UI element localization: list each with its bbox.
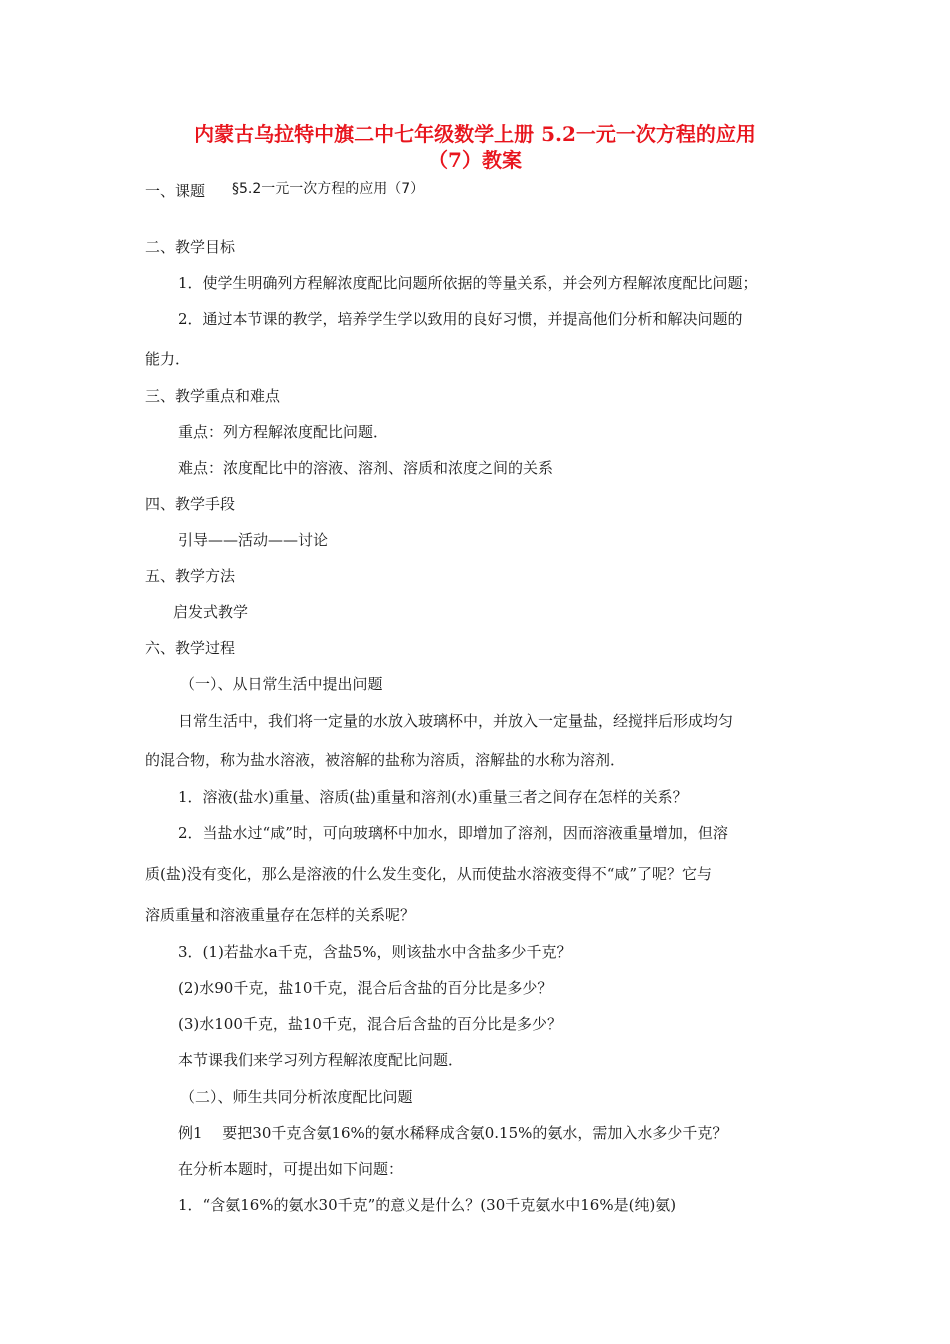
paragraph: 2．当盐水过“咸”时，可向玻璃杯中加水，即增加了溶剂，因而溶液重量增加，但溶 (178, 824, 728, 842)
paragraph: 在分析本题时，可提出如下问题： (178, 1160, 404, 1178)
section-heading: 四、教学手段 (145, 495, 236, 513)
paragraph: 的混合物，称为盐水溶液，被溶解的盐称为溶质，溶解盐的水称为溶剂． (145, 751, 626, 769)
paragraph: 本节课我们来学习列方程解浓度配比问题． (178, 1051, 464, 1069)
paragraph: 1．溶液(盐水)重量、溶质(盐)重量和溶剂(水)重量三者之间存在怎样的关系？ (178, 788, 688, 806)
paragraph: 启发式教学 (173, 603, 249, 621)
lesson-topic: §5.2一元一次方程的应用（7） (232, 181, 425, 197)
paragraph: (2)水90千克，盐10千克，混合后含盐的百分比是多少？ (178, 979, 553, 997)
section-heading: 一、课题 (145, 182, 206, 200)
section-heading: 六、教学过程 (145, 639, 236, 657)
paragraph: 1．使学生明确列方程解浓度配比问题所依据的等量关系，并会列方程解浓度配比问题； (178, 274, 758, 292)
paragraph: 引导——活动——讨论 (178, 531, 329, 549)
section-heading: 二、教学目标 (145, 238, 236, 256)
paragraph: 难点：浓度配比中的溶液、溶剂、溶质和浓度之间的关系 (178, 459, 554, 477)
paragraph: 重点：列方程解浓度配比问题． (178, 423, 389, 441)
subsection-heading: （二）、师生共同分析浓度配比问题 (180, 1088, 413, 1106)
paragraph: 质(盐)没有变化，那么是溶液的什么发生变化，从而使盐水溶液变得不“咸”了呢？它与 (145, 865, 713, 883)
paragraph: 能力． (145, 350, 191, 368)
page-title (140, 121, 810, 173)
section-heading: 三、教学重点和难点 (145, 387, 281, 405)
subsection-heading: （一）、从日常生活中提出问题 (180, 675, 383, 693)
paragraph: 2．通过本节课的教学，培养学生学以致用的良好习惯，并提高他们分析和解决问题的 (178, 310, 743, 328)
paragraph: 日常生活中，我们将一定量的水放入玻璃杯中，并放入一定量盐，经搅拌后形成均匀 (178, 712, 734, 730)
paragraph: 1．“含氨16%的氨水30千克”的意义是什么？(30千克氨水中16%是(纯)氨) (178, 1196, 677, 1214)
paragraph: 溶质重量和溶液重量存在怎样的关系呢？ (145, 906, 416, 924)
section-heading: 五、教学方法 (145, 567, 236, 585)
paragraph: 例1 要把30千克含氨16%的氨水稀释成含氨0.15%的氨水，需加入水多少千克？ (178, 1124, 728, 1142)
paragraph: 3．(1)若盐水a千克，含盐5%，则该盐水中含盐多少千克？ (178, 943, 572, 961)
title-line-2: （7）教案 (428, 148, 522, 172)
title-line-1: 内蒙古乌拉特中旗二中七年级数学上册 5.2一元一次方程的应用 (194, 122, 756, 146)
paragraph: (3)水100千克，盐10千克，混合后含盐的百分比是多少？ (178, 1015, 562, 1033)
